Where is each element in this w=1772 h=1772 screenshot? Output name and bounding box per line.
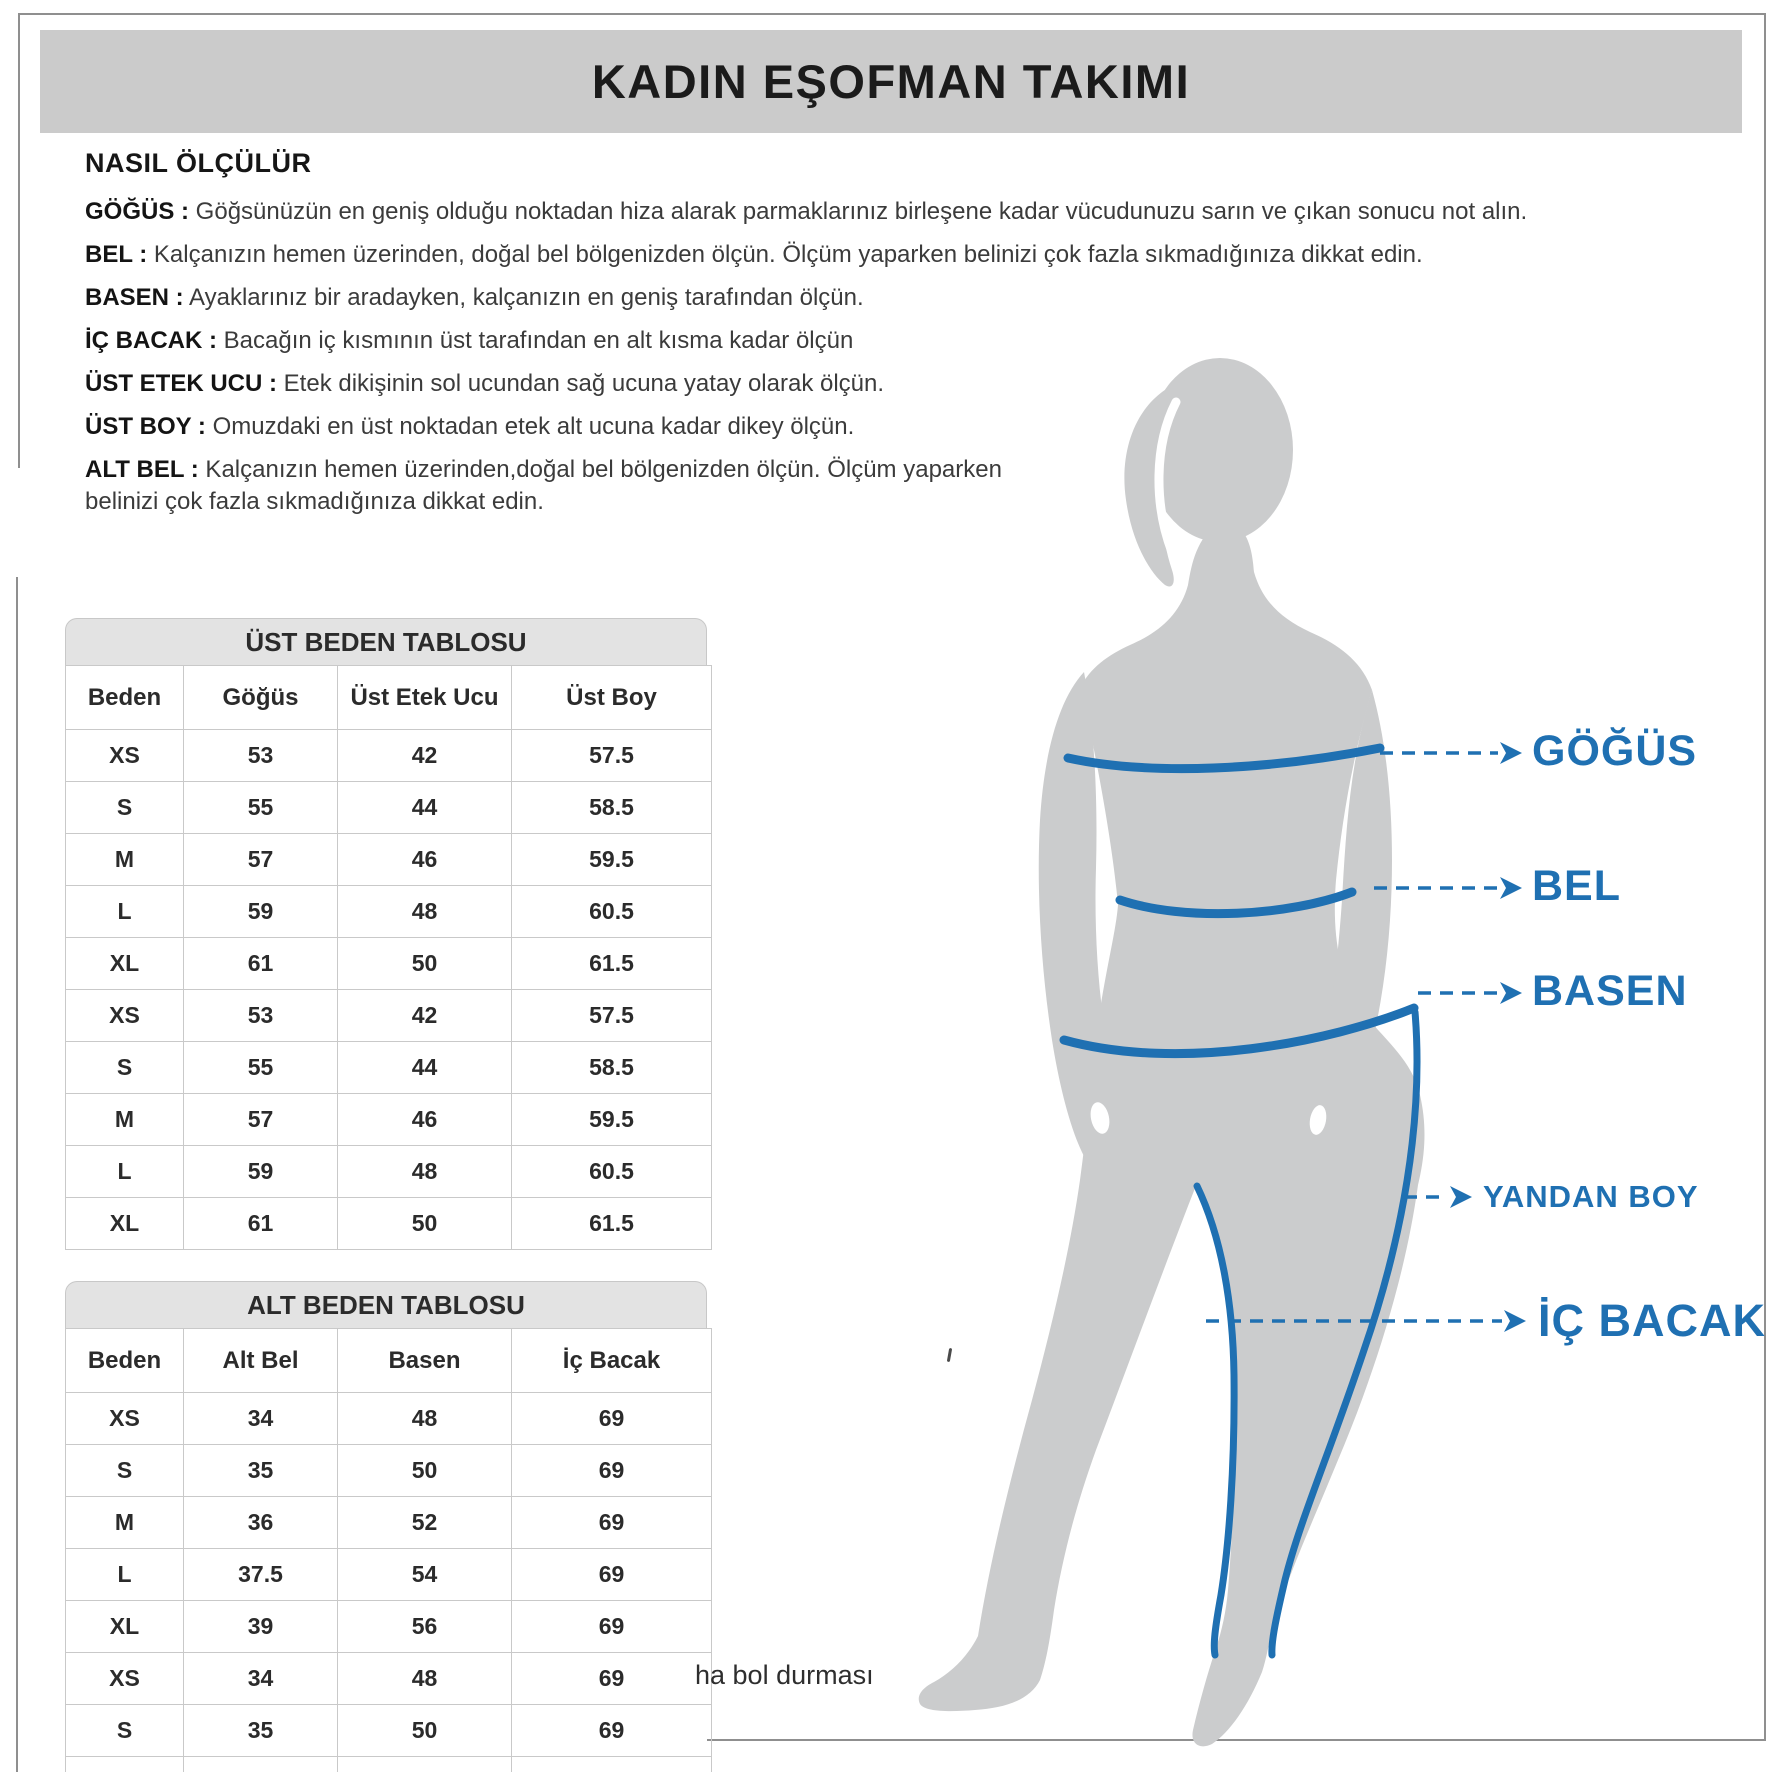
table-cell: 52 — [338, 1497, 512, 1549]
measure-term: GÖĞÜS : — [85, 198, 190, 225]
table-cell: 54 — [338, 1549, 512, 1601]
lower-size-table — [65, 1281, 707, 1772]
table-row — [66, 1705, 712, 1757]
measure-instruction: ÜST ETEK UCU : Etek dikişinin sol ucundan sağ ucuna yatay olarak ölçün. — [85, 370, 885, 397]
measure-term: ALT BEL : — [85, 456, 199, 483]
table-cell: 57 — [184, 1094, 338, 1146]
table-cell: XS — [66, 990, 184, 1042]
column-header: Alt Bel — [184, 1329, 338, 1393]
table-cell: 60.5 — [512, 886, 712, 938]
table-cell: S — [66, 782, 184, 834]
table-cell: 69 — [512, 1653, 712, 1705]
upper-size-table — [65, 618, 707, 1250]
table-cell: M — [66, 1094, 184, 1146]
diagram-label-waist: BEL — [1532, 862, 1621, 910]
diagram-label-inseam: İÇ BACAK — [1538, 1295, 1766, 1346]
table-cell: 39 — [184, 1601, 338, 1653]
measure-instruction: İÇ BACAK : Bacağın iç kısmının üst tarafından en alt kısma kadar ölçün — [85, 327, 854, 354]
table-cell: 61 — [184, 1198, 338, 1250]
table-cell: 58.5 — [512, 1042, 712, 1094]
column-header: Beden — [66, 666, 184, 730]
table-cell: 60.5 — [512, 1146, 712, 1198]
table-cell: 61.5 — [512, 1198, 712, 1250]
how-to-items — [85, 196, 1745, 518]
table-cell: L — [66, 1146, 184, 1198]
table-title: ALT BEDEN TABLOSU — [65, 1281, 707, 1328]
table-cell: XS — [66, 1653, 184, 1705]
table-cell: 69 — [512, 1445, 712, 1497]
how-to-heading: NASIL ÖLÇÜLÜR — [85, 148, 312, 178]
table-cell: 59 — [184, 886, 338, 938]
table-row — [66, 1653, 712, 1705]
table-cell: 36 — [184, 1497, 338, 1549]
table-row — [66, 1198, 712, 1250]
table-cell: 50 — [338, 1198, 512, 1250]
page-header — [40, 30, 1742, 133]
table-cell: XL — [66, 1198, 184, 1250]
table-cell: 69 — [512, 1497, 712, 1549]
table-cell: 55 — [184, 782, 338, 834]
table-cell: 57.5 — [512, 990, 712, 1042]
column-header: Üst Boy — [512, 666, 712, 730]
table-row — [66, 938, 712, 990]
column-header: Beden — [66, 1329, 184, 1393]
table-cell: 69 — [512, 1705, 712, 1757]
diagram-label-chest: GÖĞÜS — [1532, 727, 1698, 775]
measure-term: ÜST ETEK UCU : — [85, 370, 277, 397]
table-title: ÜST BEDEN TABLOSU — [65, 618, 707, 665]
table-cell: 57 — [184, 834, 338, 886]
table-cell: 69 — [512, 1601, 712, 1653]
table-cell: XL — [66, 938, 184, 990]
table-cell: XS — [66, 1393, 184, 1445]
table-cell — [512, 1757, 712, 1772]
how-to-measure-section — [85, 148, 1745, 529]
diagram-label-hip: BASEN — [1532, 967, 1688, 1015]
table-cell: M — [66, 1497, 184, 1549]
table-cell: 61 — [184, 938, 338, 990]
table-cell: 44 — [338, 1042, 512, 1094]
diagram-label-side-length: YANDAN BOY — [1483, 1179, 1699, 1214]
table-cell: 46 — [338, 834, 512, 886]
table-cell: 58.5 — [512, 782, 712, 834]
table-row — [66, 730, 712, 782]
table-cell — [184, 1757, 338, 1772]
measure-term: İÇ BACAK : — [85, 327, 217, 354]
table-cell: 35 — [184, 1445, 338, 1497]
table-cell: 48 — [338, 1393, 512, 1445]
table-cell: 53 — [184, 730, 338, 782]
table-cell: 59 — [184, 1146, 338, 1198]
table-cell: 53 — [184, 990, 338, 1042]
table-cell: 69 — [512, 1549, 712, 1601]
table-cell: XS — [66, 730, 184, 782]
table-cell: 59.5 — [512, 1094, 712, 1146]
table-cell: XL — [66, 1601, 184, 1653]
table-cell: 55 — [184, 1042, 338, 1094]
size-table — [65, 1328, 712, 1772]
table-cell: 42 — [338, 990, 512, 1042]
table-cell: 50 — [338, 1705, 512, 1757]
table-cell: 35 — [184, 1705, 338, 1757]
table-cell: 50 — [338, 938, 512, 990]
measure-term: BASEN : — [85, 284, 184, 311]
measure-term: BEL : — [85, 241, 148, 268]
measure-term: ÜST BOY : — [85, 413, 206, 440]
table-row — [66, 1549, 712, 1601]
table-row — [66, 1146, 712, 1198]
measure-instruction: BASEN : Ayaklarınız bir aradayken, kalçanızın en geniş tarafından ölçün. — [85, 284, 864, 311]
measure-instruction: BEL : Kalçanızın hemen üzerinden, doğal bel bölgenizden ölçün. Ölçüm yaparken belinizi çok fazla sıkmadığınıza dikkat edin. — [85, 241, 1423, 268]
column-header: Göğüs — [184, 666, 338, 730]
table-header-row — [66, 666, 712, 730]
measure-instruction: ALT BEL : Kalçanızın hemen üzerinden,doğal bel bölgenizden ölçün. Ölçüm yaparken belinizi çok fazla sıkmadığınıza dikkat edin. — [85, 456, 1002, 515]
table-row — [66, 1757, 712, 1772]
table-header-row — [66, 1329, 712, 1393]
table-cell — [66, 1757, 184, 1772]
table-cell: 48 — [338, 1653, 512, 1705]
table-row — [66, 1393, 712, 1445]
table-cell: 42 — [338, 730, 512, 782]
table-cell: 61.5 — [512, 938, 712, 990]
column-header: Üst Etek Ucu — [338, 666, 512, 730]
table-cell: 50 — [338, 1445, 512, 1497]
table-cell: 34 — [184, 1653, 338, 1705]
table-row — [66, 1445, 712, 1497]
page-title: KADIN EŞOFMAN TAKIMI — [591, 55, 1191, 108]
column-header: İç Bacak — [512, 1329, 712, 1393]
table-cell: 44 — [338, 782, 512, 834]
table-cell: 69 — [512, 1393, 712, 1445]
table-cell: L — [66, 1549, 184, 1601]
table-cell: 48 — [338, 886, 512, 938]
table-row — [66, 1601, 712, 1653]
table-row — [66, 1042, 712, 1094]
measure-instruction: GÖĞÜS : Göğsünüzün en geniş olduğu noktadan hiza alarak parmaklarınız birleşene kadar vücudunuzu sarın ve çıkan sonucu not alın. — [85, 198, 1528, 225]
table-row — [66, 990, 712, 1042]
table-cell: 59.5 — [512, 834, 712, 886]
table-cell: M — [66, 834, 184, 886]
table-row — [66, 782, 712, 834]
column-header: Basen — [338, 1329, 512, 1393]
table-cell: L — [66, 886, 184, 938]
table-cell: 48 — [338, 1146, 512, 1198]
table-row — [66, 1094, 712, 1146]
table-cell: 57.5 — [512, 730, 712, 782]
table-row — [66, 834, 712, 886]
table-cell: 37.5 — [184, 1549, 338, 1601]
clipped-note-text: ha bol durması — [695, 1660, 874, 1690]
table-cell: S — [66, 1042, 184, 1094]
table-row — [66, 1497, 712, 1549]
table-row — [66, 886, 712, 938]
size-table — [65, 665, 712, 1250]
table-cell — [338, 1757, 512, 1772]
table-cell: S — [66, 1705, 184, 1757]
table-cell: 56 — [338, 1601, 512, 1653]
table-cell: 34 — [184, 1393, 338, 1445]
measure-instruction: ÜST BOY : Omuzdaki en üst noktadan etek alt ucuna kadar dikey ölçün. — [85, 413, 855, 440]
table-cell: S — [66, 1445, 184, 1497]
table-cell: 46 — [338, 1094, 512, 1146]
